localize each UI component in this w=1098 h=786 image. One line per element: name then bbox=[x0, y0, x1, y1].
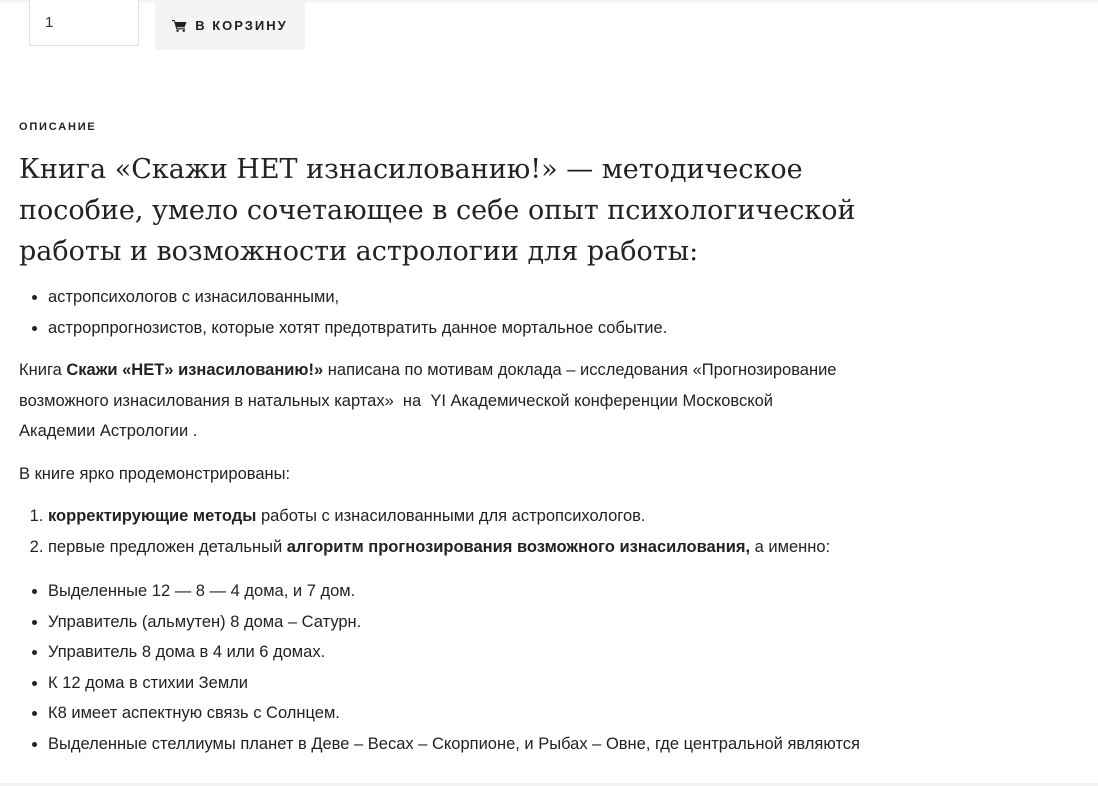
add-to-cart-button[interactable] bbox=[155, 0, 305, 50]
list-item: • Управитель 8 дома в 4 или 6 домах. bbox=[48, 637, 1079, 668]
methods-list bbox=[19, 501, 1079, 562]
list-item bbox=[48, 501, 1079, 532]
list-item: • Выделенные стеллиумы планет в Деве – Весах – Скорпионе, и Рыбах – Овне, где центральной являются bbox=[48, 729, 1079, 760]
algorithm-list bbox=[19, 576, 1079, 759]
list-item: • К 12 дома в стихии Земли bbox=[48, 668, 1079, 699]
list-item: • Управитель (альмутен) 8 дома – Сатурн. bbox=[48, 607, 1079, 638]
list-item: • астропсихологов с изнасилованными, bbox=[48, 282, 1079, 313]
list-item: • К8 имеет аспектную связь с Солнцем. bbox=[48, 698, 1079, 729]
book-title-bold: Скажи «НЕТ» изнасилованию!» bbox=[66, 361, 324, 379]
method-text: работы с изнасилованными для астропсихологов. bbox=[256, 507, 646, 525]
list-item: • Выделенные 12 — 8 — 4 дома, и 7 дом. bbox=[48, 576, 1079, 607]
intro-paragraph bbox=[19, 355, 1079, 447]
intro-text: Академии Астрологии . bbox=[19, 422, 198, 440]
shown-paragraph: В книге ярко продемонстрированы: bbox=[19, 464, 291, 483]
description-tab-title: ОПИСАНИЕ bbox=[19, 121, 97, 133]
method-text: а именно: bbox=[750, 537, 831, 556]
method-text: первые предложен детальный bbox=[48, 537, 287, 556]
quantity-input[interactable] bbox=[29, 0, 139, 46]
cart-icon bbox=[172, 19, 187, 32]
list-item bbox=[48, 532, 1079, 563]
method-bold: корректирующие методы bbox=[48, 507, 257, 525]
method-bold: алгоритм прогнозирования возможного изнасилования, bbox=[286, 537, 751, 556]
intro-text: возможного изнасилования в натальных картах» на YI Академической конференции Московской bbox=[19, 391, 774, 410]
list-item: • астрорпрогнозистов, которые хотят предотвратить данное мортальное событие. bbox=[48, 313, 1079, 344]
audience-list bbox=[19, 282, 1079, 343]
description-heading: Книга «Скажи НЕТ изнасилованию!» — методическое пособие, умело сочетающее в себе опыт психологической работы и возможности астрологии для работы: bbox=[19, 154, 856, 267]
add-to-cart-label: В КОРЗИНУ bbox=[195, 17, 288, 33]
intro-text: Книга bbox=[19, 361, 67, 379]
intro-text: написана по мотивам доклада – исследования «Прогнозирование bbox=[323, 361, 837, 379]
description-content bbox=[19, 282, 1079, 759]
